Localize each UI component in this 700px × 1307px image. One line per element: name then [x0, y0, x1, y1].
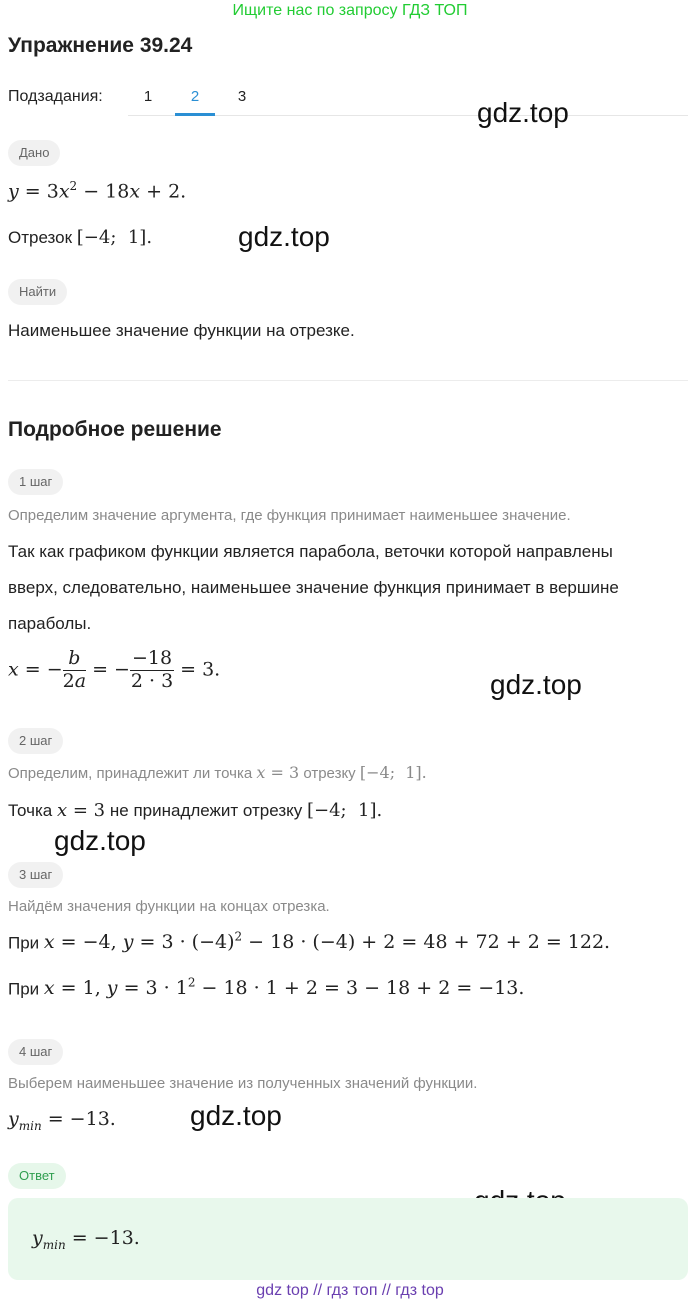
section-divider	[8, 380, 688, 381]
step-2-text: Точка x = 3 не принадлежит отрезку [−4; 1].	[8, 800, 383, 821]
answer-badge: Ответ	[8, 1163, 66, 1189]
step-4-result: $y_{min} = -13$.	[8, 1108, 116, 1133]
step-2-badge: 2 шаг	[8, 728, 63, 754]
solution-title: Подробное решение	[8, 418, 222, 441]
step-4-hint: Выберем наименьшее значение из полученных значений функции.	[8, 1075, 478, 1092]
given-segment: Отрезок [−4; 1].	[8, 227, 153, 248]
find-badge: Найти	[8, 279, 67, 305]
step-1-line-3: параболы.	[8, 614, 92, 633]
given-badge: Дано	[8, 140, 60, 166]
top-banner[interactable]: Ищите нас по запросу ГДЗ ТОП	[232, 2, 468, 19]
tab-1[interactable]: 1	[143, 88, 153, 105]
answer-value: $y_{min} = -13$.	[32, 1227, 140, 1252]
step-3-right-end: При x = 1, $y = 3 \cdot 1^2 - 18 \cdot 1 + 2 = 3 - 18 + 2 = -13$.	[8, 976, 525, 1000]
step-3-hint: Найдём значения функции на концах отрезка.	[8, 898, 330, 915]
step-3-left-end: При x = −4, $y = 3 \cdot (-4)^2 - 18 \cdot (-4) + 2 = 48 + 72 + 2 = 122$.	[8, 930, 611, 954]
step-1-line-2: вверх, следовательно, наименьшее значение функция принимает в вершине	[8, 578, 619, 597]
given-function: $y = 3x^2 - 18x + 2$.	[8, 179, 187, 203]
step-1-vertex-formula: x = − $\frac{b}{2a}$ = − $\frac{-18}{2 \cdot 3}$ = 3.	[8, 647, 221, 692]
tab-3[interactable]: 3	[237, 88, 247, 105]
step-1-badge: 1 шаг	[8, 469, 63, 495]
tab-2[interactable]: 2	[190, 88, 200, 105]
step-3-badge: 3 шаг	[8, 862, 63, 888]
footer-links[interactable]: gdz top // гдз топ // гдз top	[256, 1282, 444, 1299]
step-1-hint: Определим значение аргумента, где функция принимает наименьшее значение.	[8, 507, 571, 524]
find-text: Наименьшее значение функции на отрезке.	[8, 321, 355, 340]
step-2-hint: Определим, принадлежит ли точка x = 3 отрезку [−4; 1].	[8, 763, 427, 782]
watermark: gdz.top	[190, 1100, 282, 1131]
watermark: gdz.top	[490, 669, 582, 700]
step-4-badge: 4 шаг	[8, 1039, 63, 1065]
active-tab-indicator	[175, 113, 215, 116]
watermark: gdz.top	[238, 221, 330, 252]
watermark: gdz.top	[477, 97, 569, 128]
subtasks-label: Подзадания:	[8, 88, 103, 105]
step-1-line-1: Так как графиком функции является парабола, веточки которой направлены	[8, 542, 613, 561]
watermark: gdz.top	[54, 825, 146, 856]
page-title: Упражнение 39.24	[8, 34, 193, 57]
